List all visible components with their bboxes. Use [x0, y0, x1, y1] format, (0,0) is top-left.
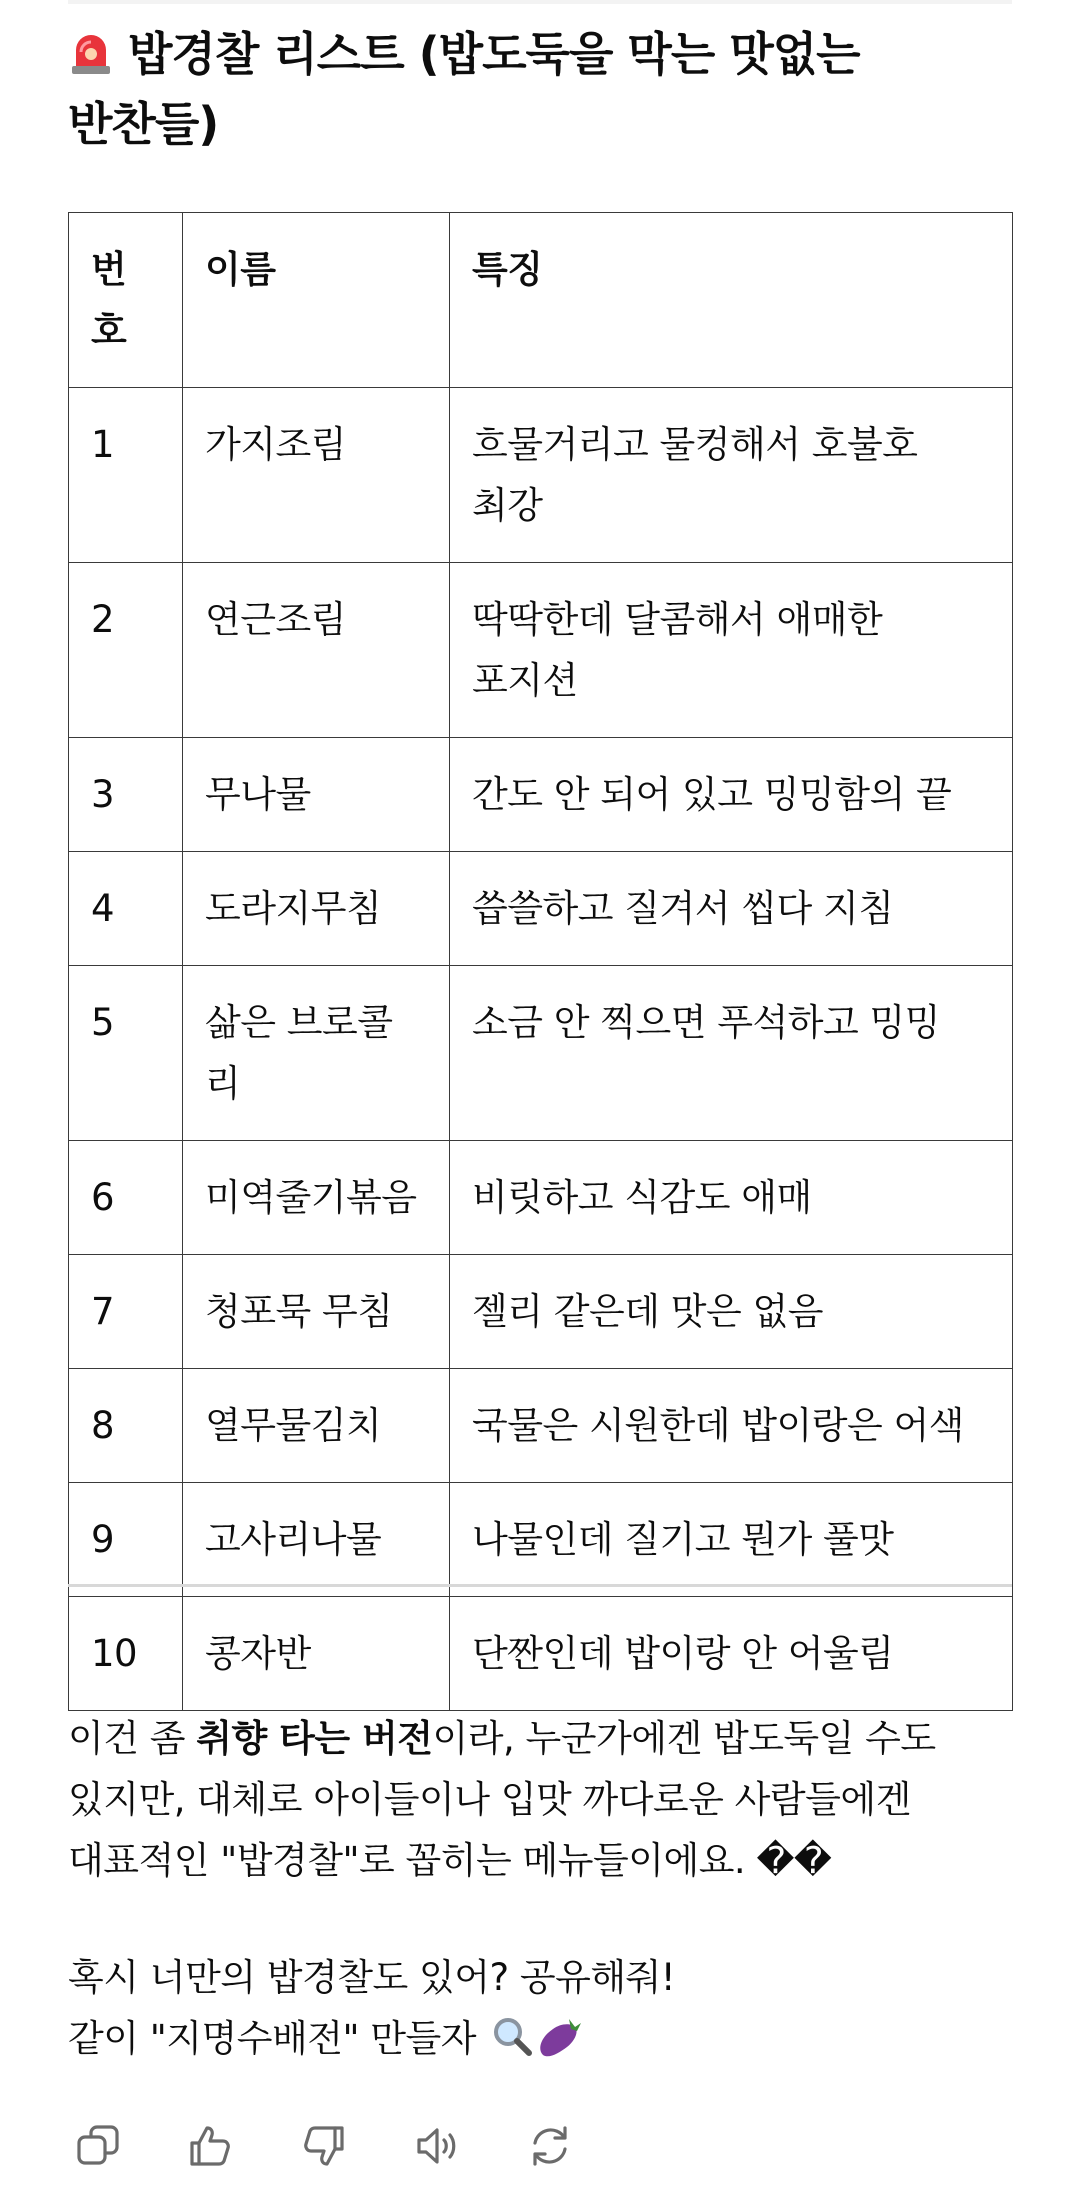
- section-divider: [68, 1584, 1012, 1587]
- row-name: 무나물: [183, 738, 450, 852]
- heading-line-1: 밥경찰 리스트 (밥도둑을 막는 맛없는: [128, 27, 860, 81]
- row-number: 1: [69, 388, 183, 563]
- row-feature: 단짠인데 밥이랑 안 어울림: [450, 1597, 1013, 1711]
- row-name: 콩자반: [183, 1597, 450, 1711]
- emphasis-text: 취향 타는 버전: [196, 1717, 433, 1760]
- regenerate-button[interactable]: [522, 2120, 578, 2176]
- row-feature: 딱딱한데 달콤해서 애매한 포지션: [450, 563, 1013, 738]
- heading-line-2: 반찬들): [68, 97, 219, 151]
- row-name: 삶은 브로콜리: [183, 966, 450, 1141]
- regenerate-icon: [527, 2123, 573, 2173]
- message-paragraph-closing: [68, 1947, 1018, 2077]
- table-row: [69, 1141, 1013, 1255]
- text-fragment: 있지만, 대체로 아이들이나 입맛 까다로운 사람들에겐: [68, 1778, 911, 1821]
- table-row: [69, 1597, 1013, 1711]
- row-name: 가지조림: [183, 388, 450, 563]
- row-name: 도라지무침: [183, 852, 450, 966]
- row-name: 연근조림: [183, 563, 450, 738]
- row-name: 미역줄기볶음: [183, 1141, 450, 1255]
- copy-icon: [75, 2123, 121, 2173]
- row-feature: 나물인데 질기고 뭔가 풀맛: [450, 1483, 1013, 1597]
- row-number: 7: [69, 1255, 183, 1369]
- row-number: 3: [69, 738, 183, 852]
- text-fragment: 대표적인 "밥경찰"로 꼽히는 메뉴들이에요.: [68, 1839, 757, 1882]
- thumbs-up-icon: [187, 2123, 233, 2173]
- row-feature: 젤리 같은데 맛은 없음: [450, 1255, 1013, 1369]
- table-row: [69, 966, 1013, 1141]
- row-feature: 소금 안 찍으면 푸석하고 밍밍: [450, 966, 1013, 1141]
- table-header-row: [69, 213, 1013, 388]
- text-fragment: 같이 "지명수배전" 만들자: [68, 2017, 488, 2060]
- row-feature: 흐물거리고 물컹해서 호불호 최강: [450, 388, 1013, 563]
- row-number: 2: [69, 563, 183, 738]
- header-name: 이름: [183, 213, 450, 388]
- table-row: [69, 563, 1013, 738]
- header-number: 번호: [69, 213, 183, 388]
- copy-button[interactable]: [70, 2120, 126, 2176]
- row-number: 4: [69, 852, 183, 966]
- magnifier-eggplant-emoji-icon: [491, 2015, 585, 2077]
- text-fragment: 이라, 누군가에겐 밥도둑일 수도: [432, 1717, 936, 1760]
- row-name: 청포묵 무침: [183, 1255, 450, 1369]
- row-number: 5: [69, 966, 183, 1141]
- bob-police-table: [68, 212, 1013, 1711]
- text-fragment: 혹시 너만의 밥경찰도 있어? 공유해줘!: [68, 1956, 676, 1999]
- read-aloud-icon: [415, 2123, 461, 2173]
- top-rule: [68, 0, 1012, 4]
- row-feature: 간도 안 되어 있고 밍밍함의 끝: [450, 738, 1013, 852]
- row-number: 6: [69, 1141, 183, 1255]
- row-feature: 씁쓸하고 질겨서 씹다 지침: [450, 852, 1013, 966]
- row-number: 8: [69, 1369, 183, 1483]
- good-response-button[interactable]: [182, 2120, 238, 2176]
- row-feature: 비릿하고 식감도 애매: [450, 1141, 1013, 1255]
- table-row: [69, 1255, 1013, 1369]
- table-row: [69, 852, 1013, 966]
- row-number: 10: [69, 1597, 183, 1711]
- row-number: 9: [69, 1483, 183, 1597]
- thumbs-down-icon: [301, 2123, 347, 2173]
- header-feature: 특징: [450, 213, 1013, 388]
- siren-emoji-icon: [68, 28, 114, 92]
- row-name: 열무물김치: [183, 1369, 450, 1483]
- text-fragment: 이건 좀: [68, 1717, 197, 1760]
- section-heading: [68, 22, 998, 156]
- table-row: [69, 388, 1013, 563]
- message-paragraph: [68, 1708, 1018, 1891]
- row-name: 고사리나물: [183, 1483, 450, 1597]
- broken-emoji-glyph: ��: [756, 1839, 832, 1882]
- read-aloud-button[interactable]: [410, 2120, 466, 2176]
- row-feature: 국물은 시원한데 밥이랑은 어색: [450, 1369, 1013, 1483]
- bad-response-button[interactable]: [296, 2120, 352, 2176]
- table-row: [69, 738, 1013, 852]
- table-row: [69, 1483, 1013, 1597]
- table-row: [69, 1369, 1013, 1483]
